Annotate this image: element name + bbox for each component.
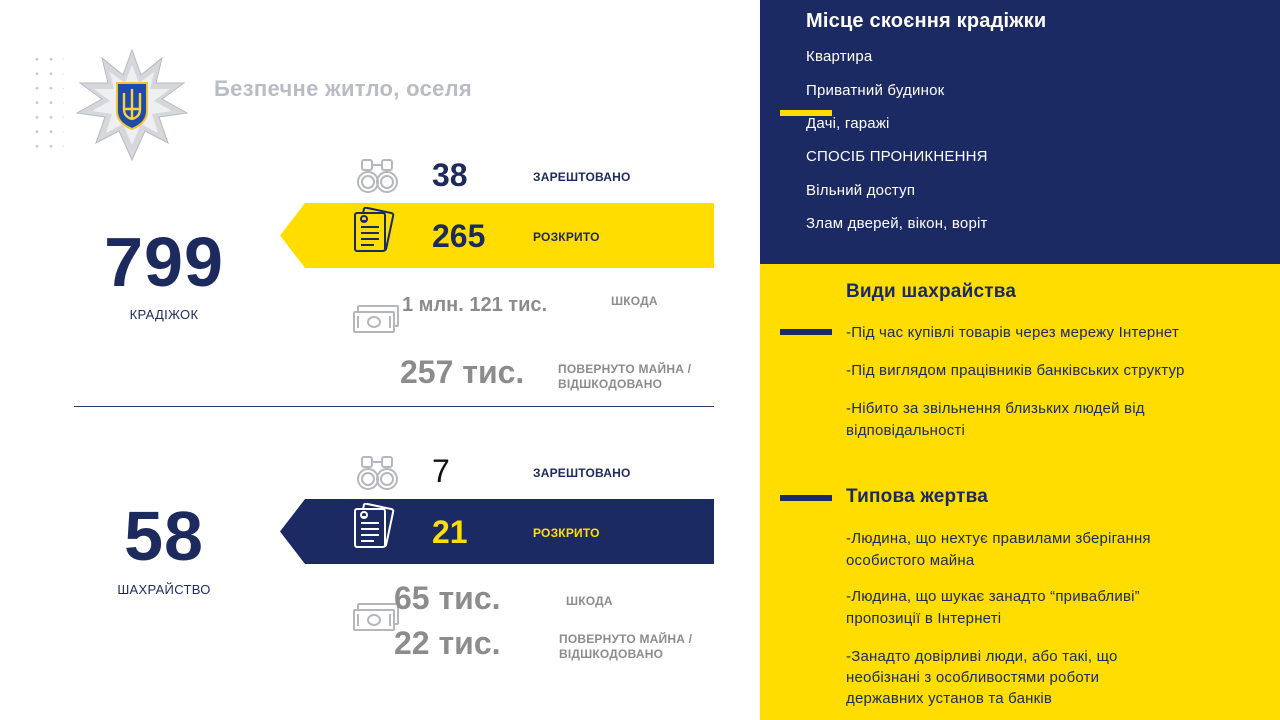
fraud-types-heading: Види шахрайства <box>846 281 1017 302</box>
location-item: Вільний доступ <box>806 182 916 199</box>
accent-bar <box>780 495 832 501</box>
victim-item: державних установ та банків <box>846 690 1053 707</box>
page-title: Безпечне житло, оселя <box>214 76 473 101</box>
fraud-solved-label: РОЗКРИТО <box>533 526 600 540</box>
location-heading: Місце скоєння крадіжки <box>806 10 1047 32</box>
fraud-damage-label: ШКОДА <box>566 594 613 608</box>
section-divider <box>74 406 714 407</box>
money-icon <box>352 602 400 634</box>
fraud-type-item: відповідальності <box>846 422 966 439</box>
document-icon <box>350 207 396 255</box>
theft-damage-value: 1 млн. 121 тис. <box>402 294 548 316</box>
theft-arrested-value: 38 <box>432 157 468 193</box>
fraud-solved-band <box>280 499 714 564</box>
police-badge-icon <box>74 48 190 162</box>
victim-heading: Типова жертва <box>846 486 988 507</box>
theft-solved-label: РОЗКРИТО <box>533 230 600 244</box>
theft-solved-value: 265 <box>432 218 486 254</box>
fraud-type-item: -Під виглядом працівників банківських структур <box>846 362 1185 379</box>
handcuffs-icon <box>356 451 400 493</box>
fraud-arrested-value: 7 <box>432 453 450 489</box>
victim-item: необізнані з особливостями роботи <box>846 669 1100 686</box>
location-item: Дачі, гаражі <box>806 115 890 132</box>
victim-item: особистого майна <box>846 552 975 569</box>
theft-returned-label: ПОВЕРНУТО МАЙНА / ВІДШКОДОВАНО <box>558 362 692 391</box>
document-icon <box>350 503 396 551</box>
victim-item: -Занадто довірливі люди, або такі, що <box>846 648 1118 665</box>
accent-bar <box>780 329 832 335</box>
victim-item: пропозиції в Інтернеті <box>846 610 1002 627</box>
fraud-total: 58 <box>124 497 204 575</box>
theft-total: 799 <box>104 223 224 301</box>
location-item: Приватний будинок <box>806 82 945 99</box>
victim-item: -Людина, що нехтує правилами зберігання <box>846 530 1151 547</box>
handcuffs-icon <box>356 154 400 196</box>
money-icon <box>352 304 400 336</box>
location-item: Злам дверей, вікон, воріт <box>806 215 988 232</box>
location-item: СПОСІБ ПРОНИКНЕННЯ <box>806 148 988 165</box>
victim-item: -Людина, що шукає занадто “привабливі” <box>846 588 1140 605</box>
fraud-arrested-label: ЗАРЕШТОВАНО <box>533 466 631 480</box>
fraud-solved-value: 21 <box>432 514 468 550</box>
theft-returned-value: 257 тис. <box>400 354 525 390</box>
fraud-damage-value: 65 тис. <box>394 580 501 616</box>
decorative-dots <box>30 52 64 156</box>
fraud-type-item: -Під час купівлі товарів через мережу Інтернет <box>846 324 1180 341</box>
fraud-type-item: -Нібито за звільнення близьких людей від <box>846 400 1145 417</box>
theft-solved-band <box>280 203 714 268</box>
fraud-returned-label: ПОВЕРНУТО МАЙНА / ВІДШКОДОВАНО <box>559 632 693 661</box>
theft-total-label: КРАДІЖОК <box>129 307 199 322</box>
fraud-total-label: ШАХРАЙСТВО <box>117 582 211 597</box>
theft-damage-label: ШКОДА <box>611 294 658 308</box>
location-item: Квартира <box>806 48 873 65</box>
theft-arrested-label: ЗАРЕШТОВАНО <box>533 170 631 184</box>
fraud-returned-value: 22 тис. <box>394 625 501 661</box>
